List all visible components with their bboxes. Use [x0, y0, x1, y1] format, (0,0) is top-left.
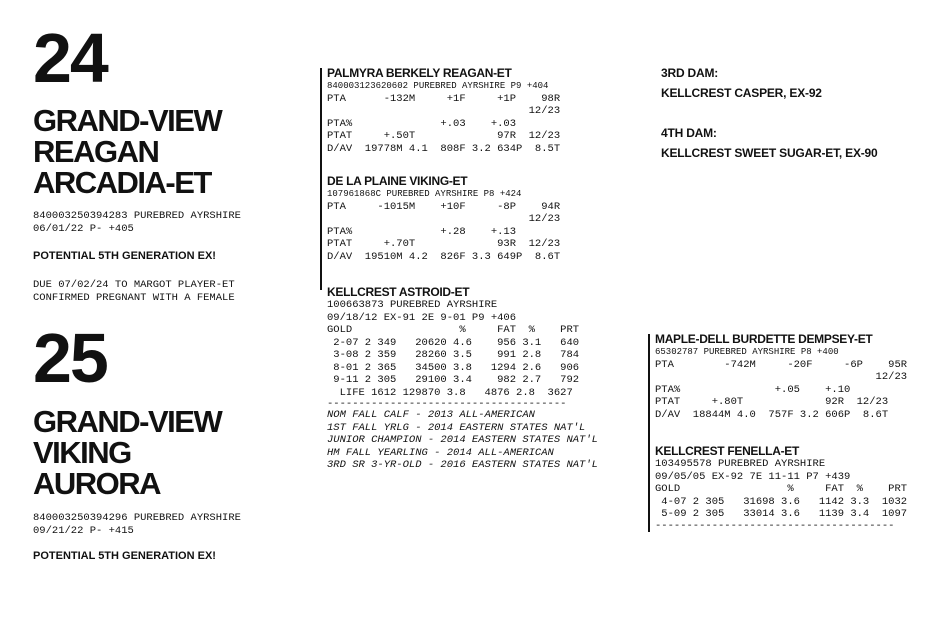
stat-line: PTAT +.80T 92R 12/23 [655, 396, 889, 408]
lot-25-birth-line: 09/21/22 P- +415 [33, 524, 134, 537]
stat-line: PTA -1015M +10F -8P 94R [327, 200, 561, 213]
dam-astroid-block [327, 285, 598, 472]
record-line: GOLD % FAT % PRT [655, 483, 908, 495]
divider-dashes: -------------------------------------- [327, 398, 567, 410]
lot-24-registration [33, 210, 241, 235]
lot-25-note: POTENTIAL 5TH GENERATION EX! [33, 550, 216, 562]
dam-fenella-record [655, 458, 907, 521]
record-line: 4-07 2 305 31698 3.6 1142 3.3 1032 [655, 495, 908, 508]
award-line: 3RD SR 3-YR-OLD - 2016 EASTERN STATES NAT'L [327, 459, 598, 471]
record-line: 9-11 2 305 29100 3.4 982 2.7 792 [327, 374, 580, 386]
lot-25-name-line: GRAND-VIEW [33, 404, 222, 439]
lot-24-animal-name [33, 105, 221, 198]
stat-line: D/AV 19778M 4.1 808F 3.2 634P 8.5T [327, 142, 561, 155]
award-line: NOM FALL CALF - 2013 ALL-AMERICAN [327, 409, 535, 421]
lot-24-note: POTENTIAL 5TH GENERATION EX! [33, 250, 216, 262]
stat-line: 12/23 [655, 371, 908, 383]
fourth-dam-name: KELLCREST SWEET SUGAR-ET, EX-90 [661, 146, 878, 160]
record-line: 3-08 2 359 28260 3.5 991 2.8 784 [327, 349, 580, 361]
stat-line: PTA -742M -20F -6P 95R [655, 358, 908, 371]
pedigree-bracket-line [320, 68, 322, 290]
sire-dempsey-stats [655, 359, 907, 422]
record-line: 2-07 2 349 20620 4.6 956 3.1 640 [327, 336, 580, 349]
dam-astroid-name: KELLCREST ASTROID-ET [327, 285, 470, 299]
fourth-dam-label: 4TH DAM: [661, 126, 717, 140]
stat-line: 12/23 [327, 105, 561, 117]
sire-reagan-block [327, 66, 560, 155]
lot-25-registration [33, 512, 241, 537]
award-line: HM FALL YEARLING - 2014 ALL-AMERICAN [327, 446, 554, 459]
sire-viking-block [327, 174, 560, 263]
lot-24-name-line: REAGAN [33, 134, 159, 169]
record-line: LIFE 1612 129870 3.8 4876 2.8 3627 [327, 386, 573, 399]
third-dam-name: KELLCREST CASPER, EX-92 [661, 86, 822, 100]
sire-reagan-stats [327, 93, 560, 156]
sire-reagan-reg: 840003123620602 PUREBRED AYRSHIRE P9 +404 [327, 81, 549, 91]
stat-line: PTAT +.70T 93R 12/23 [327, 238, 561, 250]
divider-dashes: -------------------------------------- [655, 519, 895, 532]
stat-line: PTA% +.28 +.13 [327, 225, 517, 238]
record-line: 09/05/05 EX-92 7E 11-11 P7 +439 [655, 470, 851, 483]
lot-24-name-line: ARCADIA-ET [33, 165, 211, 200]
sire-dempsey-block [655, 332, 907, 421]
sire-reagan-name: PALMYRA BERKELY REAGAN-ET [327, 66, 512, 80]
lot-24-due-info [33, 279, 235, 304]
award-line: 1ST FALL YRLG - 2014 EASTERN STATES NAT'L [327, 421, 586, 434]
stat-line: PTA -132M +1F +1P 98R [327, 92, 561, 105]
lot-25-name-line: AURORA [33, 466, 161, 501]
stat-line: PTA% +.05 +.10 [655, 383, 851, 396]
record-line: 09/18/12 EX-91 2E 9-01 P9 +406 [327, 311, 517, 324]
stat-line: PTAT +.50T 97R 12/23 [327, 130, 561, 142]
dam-astroid-awards [327, 409, 598, 472]
lot-24-birth-line: 06/01/22 P- +405 [33, 222, 134, 235]
lot-24-name-line: GRAND-VIEW [33, 103, 222, 138]
stat-line: PTA% +.03 +.03 [327, 117, 517, 130]
record-line: 8-01 2 365 34500 3.8 1294 2.6 906 [327, 361, 580, 374]
record-line: GOLD % FAT % PRT [327, 324, 580, 336]
lot-24-due-line: CONFIRMED PREGNANT WITH A FEMALE [33, 291, 235, 304]
dam-fenella-name: KELLCREST FENELLA-ET [655, 444, 799, 458]
sire-viking-stats [327, 201, 560, 264]
lot-24-due-line: DUE 07/02/24 TO MARGOT PLAYER-ET [33, 279, 235, 291]
record-line: 103495578 PUREBRED AYRSHIRE [655, 458, 826, 470]
sire-dempsey-reg: 65302787 PUREBRED AYRSHIRE P8 +400 [655, 347, 839, 357]
lot-24-reg-line: 840003250394283 PUREBRED AYRSHIRE [33, 210, 241, 222]
pedigree-bracket-line-right [648, 334, 650, 532]
award-line: JUNIOR CHAMPION - 2014 EASTERN STATES NAT'L [327, 434, 598, 446]
sire-dempsey-name: MAPLE-DELL BURDETTE DEMPSEY-ET [655, 332, 873, 346]
sire-viking-reg: 107961868C PUREBRED AYRSHIRE P8 +424 [327, 189, 522, 199]
dam-fenella-block [655, 444, 907, 531]
dam-astroid-record [327, 299, 598, 399]
lot-25-name-line: VIKING [33, 435, 131, 470]
stat-line: D/AV 18844M 4.0 757F 3.2 606P 8.6T [655, 408, 889, 421]
lot-25-reg-line: 840003250394296 PUREBRED AYRSHIRE [33, 512, 241, 524]
record-line: 100663873 PUREBRED AYRSHIRE [327, 299, 498, 311]
lot-25-animal-name [33, 406, 221, 499]
stat-line: D/AV 19510M 4.2 826F 3.3 649P 8.6T [327, 250, 561, 263]
stat-line: 12/23 [327, 213, 561, 225]
lot-number-25: 25 [33, 319, 107, 397]
third-dam-label: 3RD DAM: [661, 66, 719, 80]
sire-viking-name: DE LA PLAINE VIKING-ET [327, 174, 468, 188]
record-line: 5-09 2 305 33014 3.6 1139 3.4 1097 [655, 508, 908, 520]
lot-number-24: 24 [33, 19, 107, 97]
